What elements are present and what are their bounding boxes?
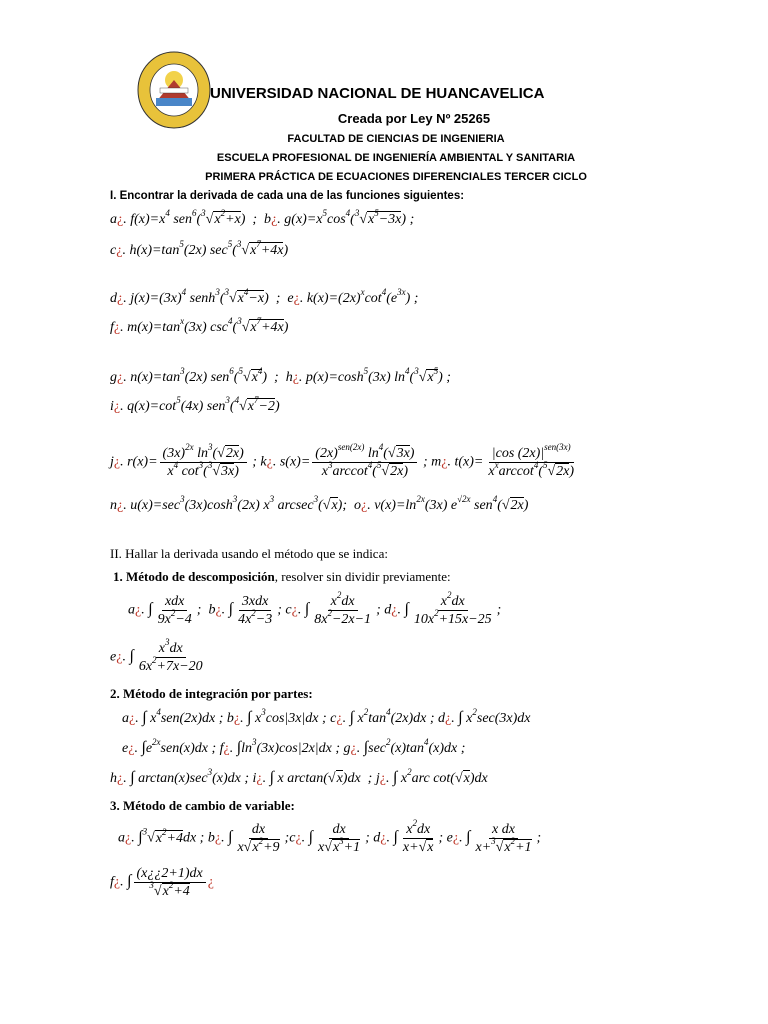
formula-line-jkm: j¿. r(x)= $\frac{(3x)^{2x} \ln^3(√2x)}{x^4 \cot^3(^3√3x)}$ ; k¿. s(x)= $\frac{(2x)^{sen(2x)} \ln^4(√3x)}{x^3arccot^4(^5√2x)}$ ; m¿. t(x)= $\frac{|\cos (2x)|^{sen(3x)}}{x^xarccot^4(^5√2x)}$ [110, 442, 575, 479]
formula-line-de: d¿. $j(x)=(3x)^4$ $senh^3(^3√x^4-x)$ ; e¿. $k(x)=(2x)^x\cot^4(e^{3x})$ ; [110, 287, 419, 306]
formula-line-gh: g¿. $n(x)=\tan^3(2x)$ $sen^6(^5√x^4)$ ; h¿. $p(x)=\cosh^5(3x)$ $\ln^4(^3√x^5)$ ; [110, 366, 451, 385]
part1-title: I. Encontrar la derivada de cada una de las funciones siguientes: [110, 190, 465, 202]
school-name: ESCUELA PROFESIONAL DE INGENIERÍA AMBIENTAL Y SANITARIA [216, 152, 576, 164]
method1-title: 1. Método de descomposición [113, 569, 275, 584]
university-title: UNIVERSIDAD NACIONAL DE HUANCAVELICA [210, 85, 545, 102]
creation-law: Creada por Ley Nº 25265 [337, 111, 491, 126]
method1-note: , resolver sin dividir previamente: [274, 569, 451, 584]
part2-title: II. Hallar la derivada usando el método que se indica: [110, 546, 388, 561]
formula-line-m2-hij: h¿. ∫ $\arctan(x)\sec^3(x)dx$ ; i¿. ∫ x arctan(√x)dx ; j¿. ∫ $x^2arc$ cot(√x)dx [110, 767, 488, 786]
formula-line-m3-abcde: a¿. $\int^3√x^2+4dx$ ; b¿. ∫ $\frac{dx}{x√x^2+9}$ ;c¿. ∫ $\frac{dx}{x√x^3+1}$ ; d¿. ∫ $\frac{x^2dx}{x+√x}$ ; e¿. ∫ $\frac{\text{x dx}}{x+^3√x^2+1}$ ; [118, 818, 542, 855]
formula-line-m2-abcd: a¿. ∫ $x^4sen(2x)dx$ ; b¿. ∫ $x^3\cos|3x|dx$ ; c¿. ∫ $x^2\tan^4(2x)dx$ ; d¿. ∫ $x^2\sec(3x)dx$ [122, 707, 531, 726]
practice-title: PRIMERA PRÁCTICA DE ECUACIONES DIFERENCIALES TERCER CICLO [205, 171, 587, 183]
formula-line-i: i¿. $q(x)=\cot^5(4x)$ $sen^3(^4√x^7-2)$ [110, 395, 280, 414]
formula-line-m1-abcd: a¿. ∫ $\frac{\text{xdx}}{9x^2-4}$ ; b¿. ∫ $\frac{\text{3xdx}}{4x^2-3}$ ; c¿. ∫ $\frac{x^2dx}{8x^2-2x-1}$ ; d¿. ∫ $\frac{x^2dx}{10x^2+15x-25}$ ; [128, 590, 502, 627]
formula-line-m2-efg: e¿. $\int e^{2x}sen(x)dx$ ; f¿. $\int\ln^3(3x)\cos|2x|dx$ ; g¿. $\int\sec^2(x)\tan^4(x)dx$ ; [122, 737, 466, 756]
formula-line-m1-e: e¿. ∫ $\frac{x^3dx}{6x^2+7x-20}$ [110, 637, 203, 674]
formula-line-ab: a¿. $f(x)=x^4$ $sen^6(^3√x^2+x)$ ; b¿. $g(x)=x^5\cos^4(^3√x^5-3x)$ ; [110, 208, 415, 227]
method1-heading [113, 569, 451, 585]
method2-title: 2. Método de integración por partes: [110, 686, 313, 701]
formula-line-no: n¿. $u(x)=\sec^3(3x)\cosh^3(2x)$ $x^3$ arcsec$^3$(√x); o¿. $v(x)=\ln^{2x}(3x)$ $e^{√2x}$ sen$^4$(√2x) [110, 494, 529, 513]
method3-title: 3. Método de cambio de variable: [110, 798, 295, 813]
formula-line-c: c¿. $h(x)=\tan^5(2x)$ $\sec^5(^3√x^7+4x)$ [110, 239, 289, 258]
faculty-name: FACULTAD DE CIENCIAS DE INGENIERIA [287, 133, 505, 145]
formula-line-f: f¿. $m(x)=\tan^x(3x)$ $\csc^4(^3√x^7+4x)$ [110, 316, 289, 335]
formula-line-m3-f: f¿. ∫ $\frac{(x¿¿2+1)dx}{^3√x^2+4}$ ¿ [110, 866, 214, 899]
